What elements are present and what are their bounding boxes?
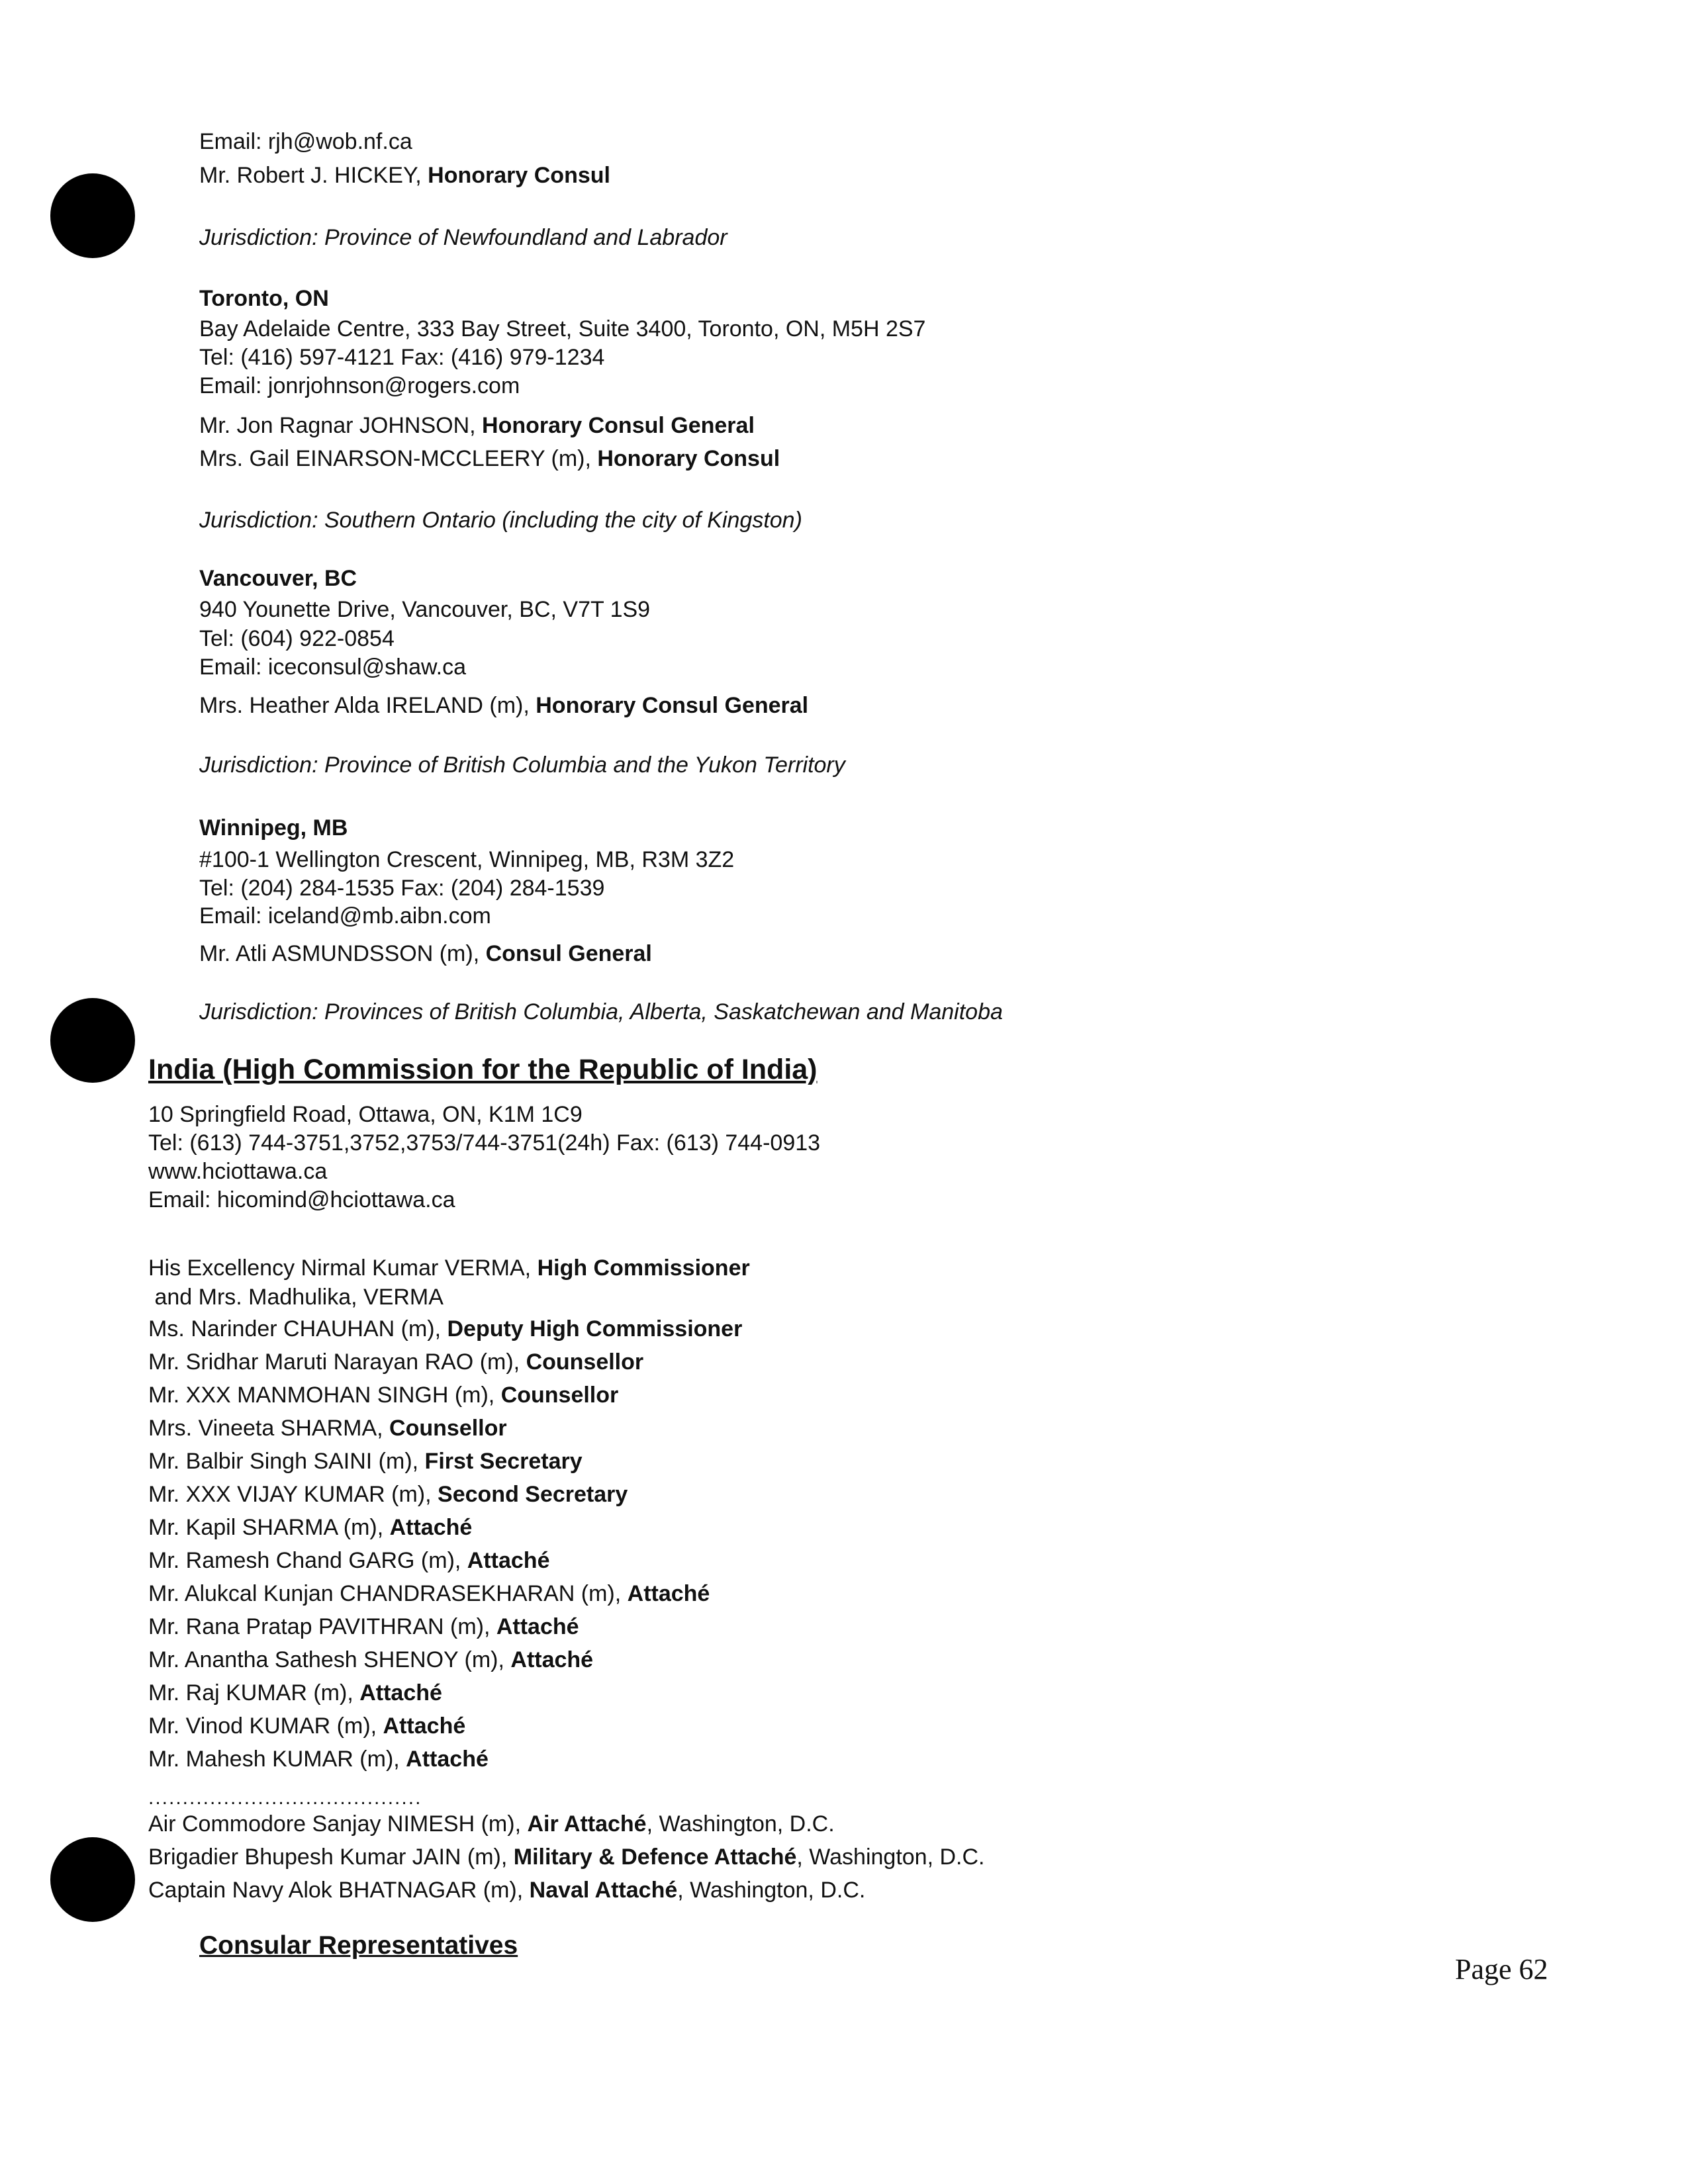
city-heading-winnipeg: Winnipeg, MB bbox=[199, 815, 348, 841]
official-name: Mr. Rana Pratap PAVITHRAN (m), bbox=[148, 1614, 496, 1639]
official-name: Mr. Mahesh KUMAR (m), bbox=[148, 1747, 406, 1772]
washington-attache-line bbox=[148, 1809, 835, 1839]
official-title: Attaché bbox=[496, 1614, 579, 1639]
official-name: Ms. Narinder CHAUHAN (m), bbox=[148, 1316, 447, 1342]
hole-punch-mark bbox=[50, 173, 135, 258]
official-name: Mr. Anantha Sathesh SHENOY (m), bbox=[148, 1647, 511, 1672]
official-location: , Washington, D.C. bbox=[646, 1811, 835, 1837]
staff-line bbox=[148, 1447, 583, 1476]
staff-line bbox=[148, 1612, 579, 1641]
staff-line bbox=[148, 1480, 628, 1509]
city-heading-vancouver: Vancouver, BC bbox=[199, 566, 357, 591]
staff-line bbox=[148, 1546, 549, 1575]
staff-line bbox=[148, 1513, 472, 1542]
official-location: , Washington, D.C. bbox=[796, 1844, 985, 1870]
official-title: First Secretary bbox=[424, 1449, 583, 1474]
staff-line bbox=[148, 1347, 643, 1377]
official-title: Attaché bbox=[627, 1581, 710, 1606]
email-line: Email: rjh@wob.nf.ca bbox=[199, 129, 412, 154]
staff-line bbox=[148, 1414, 507, 1443]
official-title: Counsellor bbox=[526, 1349, 644, 1375]
city-heading-toronto: Toronto, ON bbox=[199, 286, 329, 311]
official-title: Consul General bbox=[485, 941, 652, 966]
official-title: Naval Attaché bbox=[529, 1878, 678, 1903]
staff-line bbox=[148, 1711, 465, 1741]
washington-attache-line bbox=[148, 1843, 984, 1872]
official-line bbox=[199, 444, 780, 473]
email-line: Email: iceland@mb.aibn.com bbox=[199, 903, 491, 929]
official-name: Mr. Ramesh Chand GARG (m), bbox=[148, 1548, 467, 1573]
tel-line: Tel: (416) 597-4121 Fax: (416) 979-1234 bbox=[199, 345, 605, 370]
official-title: Counsellor bbox=[389, 1416, 507, 1441]
country-heading-india: India (High Commission for the Republic of India) bbox=[148, 1054, 818, 1085]
address-line: Bay Adelaide Centre, 333 Bay Street, Suite 3400, Toronto, ON, M5H 2S7 bbox=[199, 316, 926, 341]
website-line: www.hciottawa.ca bbox=[148, 1159, 328, 1184]
official-title: Attaché bbox=[406, 1747, 489, 1772]
official-name: Mr. Sridhar Maruti Narayan RAO (m), bbox=[148, 1349, 526, 1375]
dotted-separator: ........................................ bbox=[148, 1787, 422, 1809]
address-line: 10 Springfield Road, Ottawa, ON, K1M 1C9 bbox=[148, 1102, 583, 1127]
hole-punch-mark bbox=[50, 1837, 135, 1922]
official-title: Honorary Consul General bbox=[536, 693, 809, 718]
email-line: Email: iceconsul@shaw.ca bbox=[199, 655, 467, 680]
official-name: Mr. Alukcal Kunjan CHANDRASEKHARAN (m), bbox=[148, 1581, 628, 1606]
official-line bbox=[199, 691, 808, 720]
official-name: Mr. Raj KUMAR (m), bbox=[148, 1680, 360, 1706]
address-line: #100-1 Wellington Crescent, Winnipeg, MB, R3M 3Z2 bbox=[199, 847, 735, 872]
spouse-line: and Mrs. Madhulika, VERMA bbox=[148, 1285, 444, 1310]
head-of-mission-line bbox=[148, 1253, 750, 1283]
official-title: Honorary Consul bbox=[597, 446, 780, 471]
jurisdiction-line: Jurisdiction: Province of British Columbia and the Yukon Territory bbox=[199, 752, 845, 778]
official-title: Attaché bbox=[359, 1680, 442, 1706]
official-name: Mrs. Gail EINARSON-MCCLEERY (m), bbox=[199, 446, 598, 471]
official-name: Mr. XXX VIJAY KUMAR (m), bbox=[148, 1482, 438, 1507]
tel-line: Tel: (604) 922-0854 bbox=[199, 626, 395, 651]
official-title: Counsellor bbox=[500, 1383, 619, 1408]
official-name: Mr. Kapil SHARMA (m), bbox=[148, 1515, 390, 1540]
staff-line bbox=[148, 1579, 710, 1608]
official-name: Mr. Jon Ragnar JOHNSON, bbox=[199, 413, 483, 438]
tel-line: Tel: (613) 744-3751,3752,3753/744-3751(24h) Fax: (613) 744-0913 bbox=[148, 1130, 821, 1156]
official-name: Mr. Atli ASMUNDSSON (m), bbox=[199, 941, 486, 966]
washington-attache-line bbox=[148, 1876, 865, 1905]
staff-line bbox=[148, 1381, 618, 1410]
page-number: Page 62 bbox=[1455, 1953, 1548, 1985]
address-line: 940 Younette Drive, Vancouver, BC, V7T 1S9 bbox=[199, 597, 651, 622]
staff-line bbox=[148, 1645, 593, 1674]
official-title: Second Secretary bbox=[438, 1482, 628, 1507]
consular-representatives-heading: Consular Representatives bbox=[199, 1931, 518, 1960]
official-title: Honorary Consul bbox=[428, 163, 610, 188]
official-location: , Washington, D.C. bbox=[677, 1878, 866, 1903]
jurisdiction-line: Jurisdiction: Province of Newfoundland and Labrador bbox=[199, 225, 727, 250]
jurisdiction-line: Jurisdiction: Provinces of British Columbia, Alberta, Saskatchewan and Manitoba bbox=[199, 999, 1003, 1024]
official-line bbox=[199, 939, 652, 968]
email-line: Email: hicomind@hciottawa.ca bbox=[148, 1187, 455, 1212]
official-name: Brigadier Bhupesh Kumar JAIN (m), bbox=[148, 1844, 514, 1870]
official-name: Captain Navy Alok BHATNAGAR (m), bbox=[148, 1878, 530, 1903]
official-name: Mrs. Heather Alda IRELAND (m), bbox=[199, 693, 536, 718]
official-name: Mr. Balbir Singh SAINI (m), bbox=[148, 1449, 425, 1474]
tel-line: Tel: (204) 284-1535 Fax: (204) 284-1539 bbox=[199, 876, 605, 901]
official-title: Attaché bbox=[510, 1647, 594, 1672]
official-name: Mr. XXX MANMOHAN SINGH (m), bbox=[148, 1383, 501, 1408]
official-name: His Excellency Nirmal Kumar VERMA, bbox=[148, 1255, 538, 1281]
staff-line bbox=[148, 1678, 442, 1707]
official-name: Mr. Vinod KUMAR (m), bbox=[148, 1713, 383, 1739]
hole-punch-mark bbox=[50, 998, 135, 1083]
official-title: Deputy High Commissioner bbox=[447, 1316, 743, 1342]
staff-line bbox=[148, 1314, 742, 1343]
email-line: Email: jonrjohnson@rogers.com bbox=[199, 373, 520, 398]
official-title: Attaché bbox=[389, 1515, 473, 1540]
official-title: Military & Defence Attaché bbox=[513, 1844, 797, 1870]
official-title: Air Attaché bbox=[527, 1811, 647, 1837]
official-name: Mr. Robert J. HICKEY, bbox=[199, 163, 428, 188]
official-title: Attaché bbox=[467, 1548, 550, 1573]
official-title: Attaché bbox=[383, 1713, 466, 1739]
official-title: Honorary Consul General bbox=[482, 413, 755, 438]
jurisdiction-line: Jurisdiction: Southern Ontario (including the city of Kingston) bbox=[199, 508, 802, 533]
official-name: Air Commodore Sanjay NIMESH (m), bbox=[148, 1811, 528, 1837]
official-line bbox=[199, 161, 610, 190]
official-line bbox=[199, 411, 755, 440]
staff-line bbox=[148, 1745, 489, 1774]
official-title: High Commissioner bbox=[537, 1255, 750, 1281]
official-name: Mrs. Vineeta SHARMA, bbox=[148, 1416, 390, 1441]
